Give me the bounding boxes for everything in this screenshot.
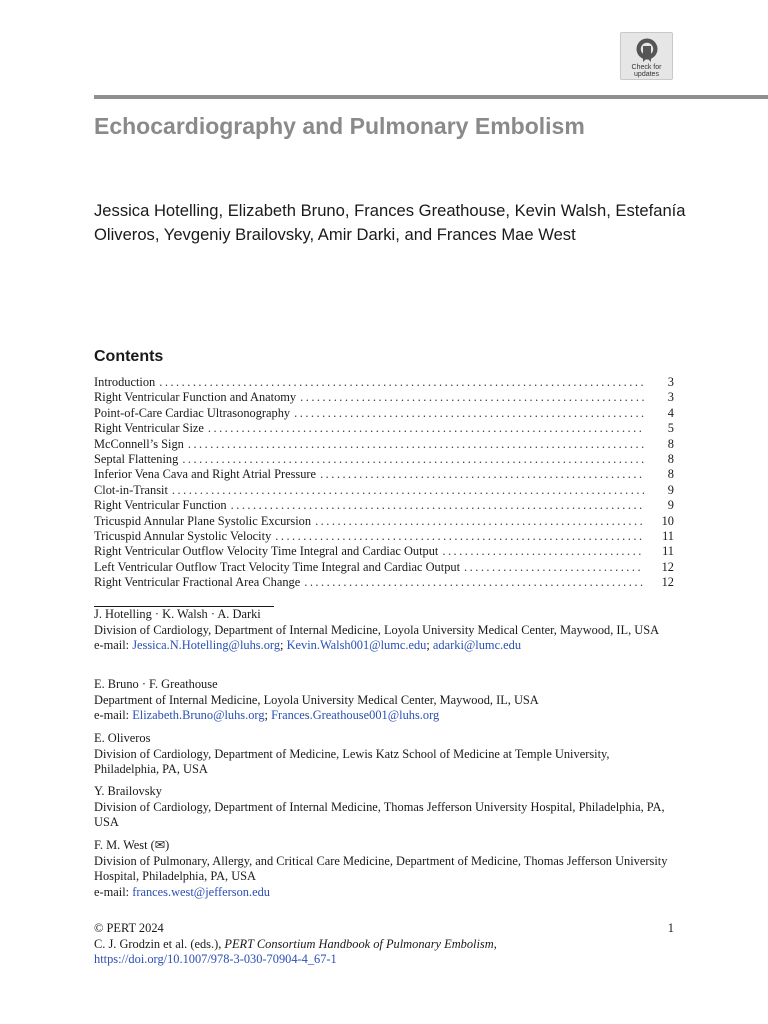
toc-entry-title: Clot-in-Transit (94, 482, 168, 497)
toc-entry[interactable] (94, 452, 674, 467)
email-link[interactable]: Kevin.Walsh001@lumc.edu (286, 638, 427, 653)
toc-entry-page: 10 (661, 513, 674, 528)
toc-leader (231, 498, 644, 513)
toc-entry[interactable] (94, 375, 674, 390)
toc-entry-page: 3 (667, 375, 674, 389)
toc-leader (182, 452, 644, 467)
toc-leader (320, 467, 644, 482)
citation-line (94, 937, 674, 953)
toc-entry[interactable] (94, 498, 674, 513)
toc-entry-page: 8 (667, 436, 674, 451)
affiliation-department: Department of Internal Medicine, Loyola University Medical Center, Maywood, IL, USA (94, 692, 539, 707)
toc-entry-page: 3 (667, 390, 674, 405)
toc-entry[interactable] (94, 514, 674, 529)
affiliation-email-line: e-mail: Jessica.N.Hotelling@luhs.org; Kevin.Walsh001@lumc.edu; adarki@lumc.edu (94, 638, 522, 653)
toc-entry-page: 5 (667, 421, 674, 436)
toc-entry[interactable] (94, 483, 674, 498)
citation-suffix: , (493, 936, 497, 951)
toc-leader (188, 437, 644, 452)
toc-leader (172, 483, 644, 498)
check-for-updates-badge[interactable] (620, 32, 673, 80)
toc-entry[interactable] (94, 421, 674, 436)
email-link[interactable]: Elizabeth.Bruno@luhs.org (132, 708, 265, 723)
toc-entry-page: 12 (661, 559, 674, 574)
toc-leader (294, 406, 644, 421)
toc-entry-title: Inferior Vena Cava and Right Atrial Pressure (94, 467, 317, 482)
toc-entry-page: 8 (667, 467, 674, 482)
toc-entry-title: Right Ventricular Size (94, 421, 204, 436)
toc-leader (208, 421, 644, 436)
toc-entry[interactable] (94, 467, 674, 482)
toc-entry-title: Right Ventricular Function (94, 498, 227, 513)
affiliation-names: E. Bruno · F. Greathouse (94, 677, 218, 691)
affiliation-block (94, 607, 674, 654)
affiliation-names: Y. Brailovsky (94, 784, 162, 798)
toc-entry[interactable] (94, 560, 674, 575)
toc-entry-title: Tricuspid Annular Systolic Velocity (94, 528, 272, 543)
email-link[interactable]: Jessica.N.Hotelling@luhs.org (132, 638, 281, 653)
toc-entry[interactable] (94, 437, 674, 452)
toc-entry[interactable] (94, 544, 674, 559)
toc-entry-title: Introduction (94, 375, 156, 389)
affiliation-department: Division of Pulmonary, Allergy, and Critical Care Medicine, Department of Medicine, Thomas Jefferson University Hospital, Philadelphia, PA, USA (94, 853, 668, 884)
title-rule (94, 95, 768, 99)
contents-heading: Contents (94, 348, 164, 365)
toc-entry-page: 4 (667, 405, 674, 420)
toc-leader (464, 560, 644, 575)
toc-entry[interactable] (94, 406, 674, 421)
toc-entry-page: 9 (667, 482, 674, 497)
toc-entry-page: 11 (662, 528, 674, 543)
page-footer (94, 921, 674, 968)
affiliation-block (94, 784, 674, 831)
toc-entry-page: 9 (667, 498, 674, 513)
toc-entry-title: Septal Flattening (94, 451, 179, 466)
toc-entry-title: Tricuspid Annular Plane Systolic Excursion (94, 513, 312, 528)
toc-entry-title: Right Ventricular Outflow Velocity Time Integral and Cardiac Output (94, 544, 439, 559)
affiliation-names: E. Oliveros (94, 731, 151, 745)
toc-entry-title: Right Ventricular Function and Anatomy (94, 390, 297, 405)
toc-entry[interactable] (94, 575, 674, 590)
toc-leader (300, 390, 644, 405)
email-label: e-mail: (94, 884, 133, 899)
affiliation-block (94, 838, 674, 900)
citation-prefix: C. J. Grodzin et al. (eds.), (94, 936, 225, 951)
toc-leader (159, 375, 644, 390)
table-of-contents (94, 375, 674, 590)
affiliation-names: F. M. West (✉) (94, 838, 170, 852)
toc-entry-page: 12 (661, 575, 674, 590)
affiliation-department: Division of Cardiology, Department of Internal Medicine, Loyola University Medical Center, Maywood, IL, USA (94, 622, 660, 637)
toc-leader (442, 544, 644, 559)
toc-entry-title: Left Ventricular Outflow Tract Velocity Time Integral and Cardiac Output (94, 559, 461, 574)
affiliation-email-line: e-mail: Elizabeth.Bruno@luhs.org; Frances.Greathouse001@luhs.org (94, 708, 440, 723)
author-list: Jessica Hotelling, Elizabeth Bruno, Frances Greathouse, Kevin Walsh, Estefanía Oliveros, Yevgeniy Brailovsky, Amir Darki, and Frances Mae West (94, 201, 686, 244)
badge-label: Check for updates (631, 64, 662, 78)
affiliation-department: Division of Cardiology, Department of Medicine, Lewis Katz School of Medicine at Temple University, Philadelphia, PA, USA (94, 746, 610, 777)
toc-entry-page: 11 (662, 544, 674, 559)
page-number: 1 (667, 921, 674, 935)
email-link[interactable]: Frances.Greathouse001@luhs.org (271, 708, 440, 723)
toc-entry-page: 8 (667, 451, 674, 466)
toc-entry-title: Point-of-Care Cardiac Ultrasonography (94, 405, 291, 420)
toc-entry[interactable] (94, 390, 674, 405)
affiliation-block (94, 731, 674, 778)
toc-leader (304, 575, 644, 590)
affiliation-names: J. Hotelling · K. Walsh · A. Darki (94, 607, 261, 621)
email-label: e-mail: (94, 638, 133, 653)
email-link[interactable]: frances.west@jefferson.edu (132, 884, 270, 899)
doi-link[interactable]: https://doi.org/10.1007/978-3-030-70904-4_67-1 (94, 952, 337, 967)
affiliation-email-line (94, 885, 674, 901)
toc-entry-title: McConnell’s Sign (94, 436, 184, 451)
toc-entry[interactable] (94, 529, 674, 544)
email-label: e-mail: (94, 708, 133, 723)
toc-leader (315, 514, 644, 529)
book-title: PERT Consortium Handbook of Pulmonary Embolism (224, 936, 494, 951)
toc-entry-title: Right Ventricular Fractional Area Change (94, 575, 301, 590)
bookmark-crossmark-icon (635, 37, 659, 63)
email-link[interactable]: adarki@lumc.edu (432, 638, 522, 653)
chapter-title: Echocardiography and Pulmonary Embolism (94, 113, 585, 139)
toc-leader (275, 529, 644, 544)
copyright-line: © PERT 2024 (94, 921, 164, 935)
affiliation-department: Division of Cardiology, Department of Internal Medicine, Thomas Jefferson University Hospital, Philadelphia, PA, USA (94, 799, 665, 830)
affiliation-block (94, 677, 674, 724)
